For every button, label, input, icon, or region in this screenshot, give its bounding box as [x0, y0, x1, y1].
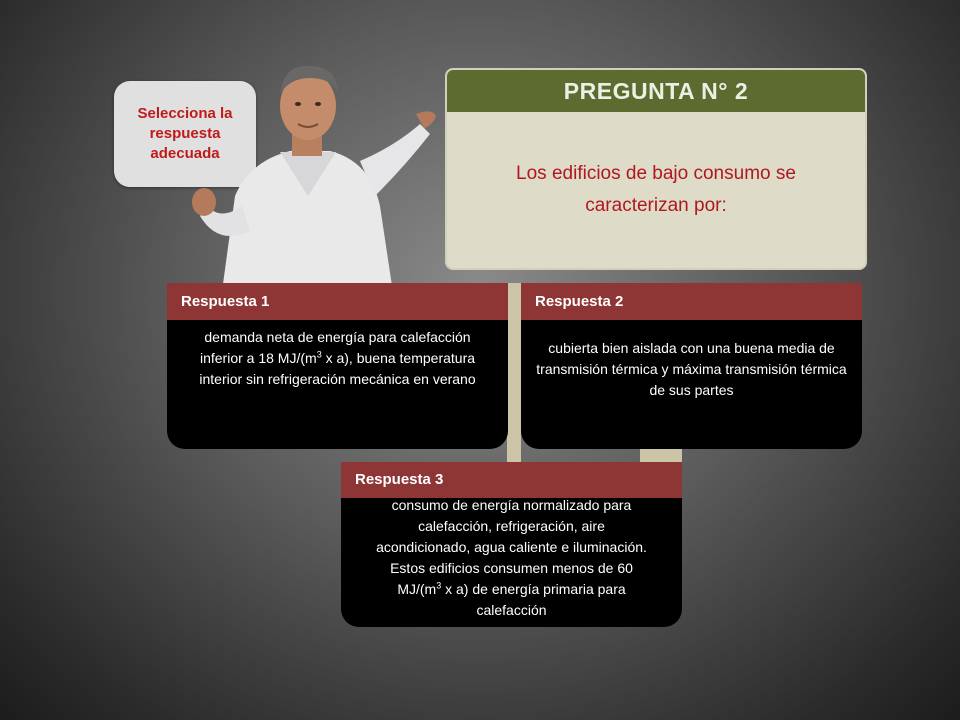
- answer-text-part: x a) de energía primaria para calefacción: [441, 581, 626, 618]
- answer-label-1: Respuesta 1: [167, 283, 508, 320]
- instruction-text: Selecciona la respuesta adecuada: [137, 105, 233, 162]
- answer-option-1[interactable]: [167, 283, 508, 449]
- question-text: Los edificios de bajo consumo se caracterizan por:: [516, 163, 796, 216]
- answer-text-3: [341, 495, 682, 621]
- answer-text-2: cubierta bien aislada con una buena media de transmisión térmica y máxima transmisión térmica de sus partes: [536, 340, 847, 398]
- connector-bar: [507, 283, 521, 463]
- answer-label-2: Respuesta 2: [521, 283, 862, 320]
- answer-option-3[interactable]: [341, 462, 682, 627]
- answer-text-1: [167, 327, 508, 390]
- question-title: PREGUNTA N° 2: [447, 70, 865, 112]
- answer-text-part: x a), buena temperatura interior sin refrigeración mecánica en verano: [199, 350, 476, 387]
- presenter-illustration: [180, 56, 440, 306]
- answer-option-2[interactable]: [521, 283, 862, 449]
- answer-text-part: consumo de energía normalizado para calefacción, refrigeración, aire acondicionado, agua caliente e iluminación. Estos edificios consumen menos de 60 MJ/(m: [376, 497, 647, 597]
- question-card: [447, 70, 865, 268]
- superscript-exponent: 3: [316, 349, 322, 360]
- answer-text-part: demanda neta de energía para calefacción inferior a 18 MJ/(m: [199, 329, 471, 366]
- answer-label-3: Respuesta 3: [341, 462, 682, 498]
- superscript-exponent: 3: [436, 580, 442, 591]
